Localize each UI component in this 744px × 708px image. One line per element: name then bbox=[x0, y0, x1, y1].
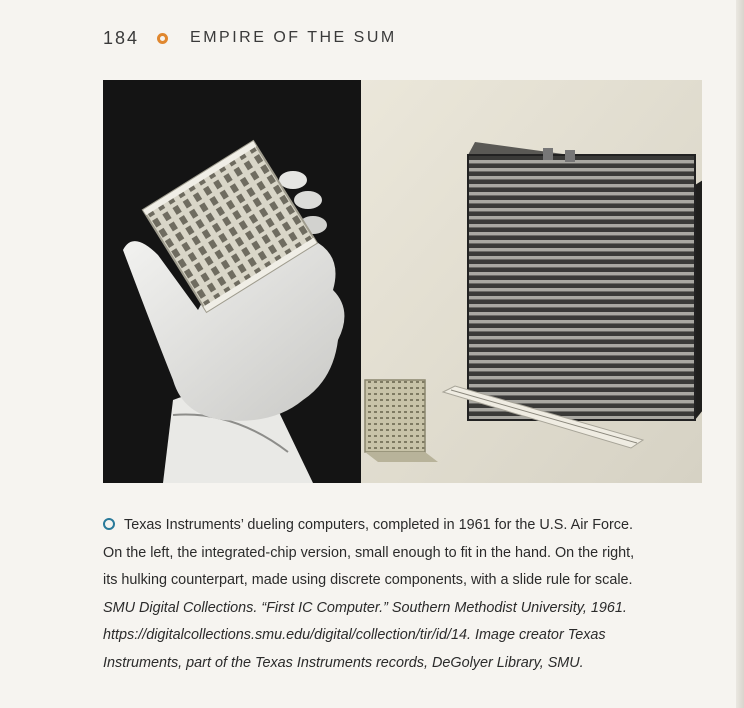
credit-line: https://digitalcollections.smu.edu/digital/collection/tir/id/14. Image creator Texas bbox=[103, 627, 606, 643]
credit-line: Instruments, part of the Texas Instruments records, DeGolyer Library, SMU. bbox=[103, 654, 584, 671]
caption-line: On the left, the integrated-chip version, small enough to fit in the hand. On the right, bbox=[103, 544, 635, 561]
orange-ring-icon bbox=[157, 33, 168, 44]
page-number: 184 bbox=[103, 27, 140, 48]
running-title: EMPIRE OF THE SUM bbox=[190, 29, 397, 46]
credit-line: SMU Digital Collections. “First IC Computer.” Southern Methodist University, 1961. bbox=[103, 599, 627, 616]
page-edge bbox=[736, 0, 744, 708]
figure-photograph bbox=[103, 80, 702, 483]
caption-line: its hulking counterpart, made using discrete components, with a slide rule for scale. bbox=[103, 572, 633, 588]
figure-caption bbox=[103, 512, 707, 677]
figure-illustration bbox=[103, 80, 702, 483]
running-header bbox=[103, 26, 397, 50]
discrete-computer bbox=[468, 142, 702, 420]
caption-ring-icon bbox=[103, 518, 115, 530]
caption-line: Texas Instruments’ dueling computers, completed in 1961 for the U.S. Air Force. bbox=[103, 512, 707, 540]
